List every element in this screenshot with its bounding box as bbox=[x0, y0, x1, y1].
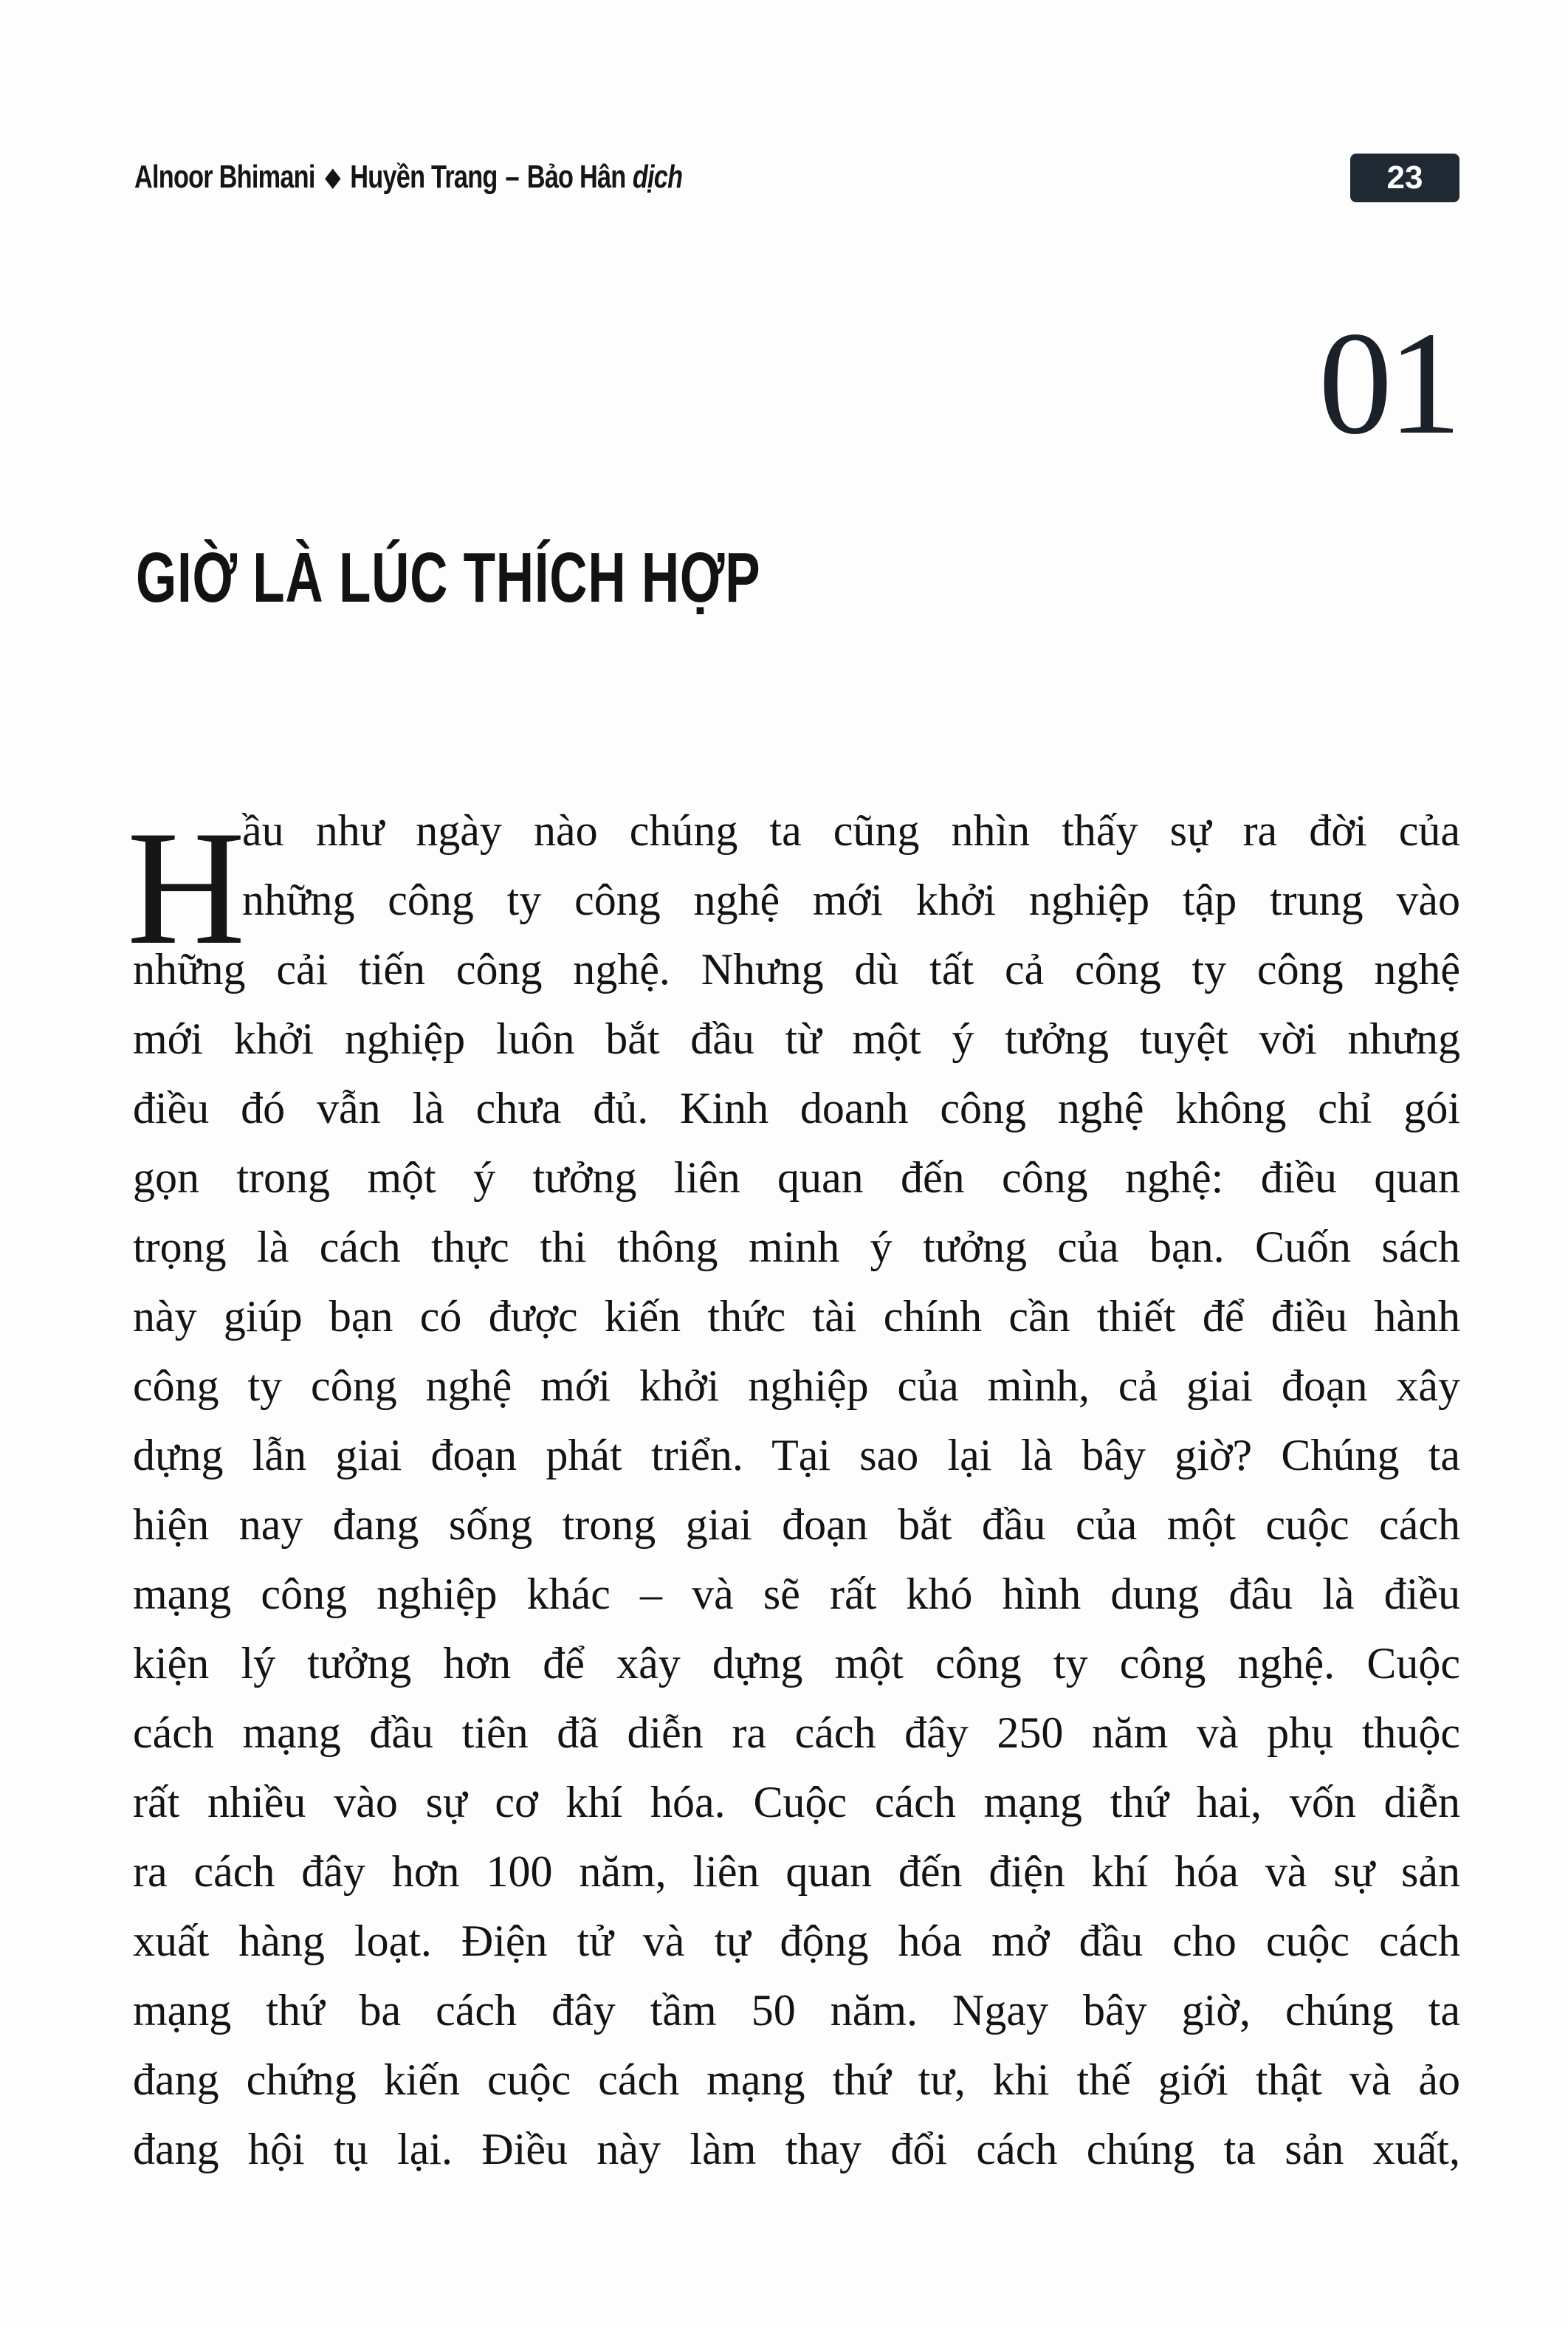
body-line: này giúp bạn có được kiến thức tài chính cần thiết để điều hành bbox=[133, 1292, 1460, 1341]
body-line: dựng lẫn giai đoạn phát triển. Tại sao lại là bây giờ? Chúng ta bbox=[133, 1431, 1460, 1479]
chapter-number: 01 bbox=[1318, 302, 1457, 465]
body-line: trọng là cách thực thi thông minh ý tưởng của bạn. Cuốn sách bbox=[133, 1223, 1460, 1271]
body-line: cách mạng đầu tiên đã diễn ra cách đây 250 năm và phụ thuộc bbox=[133, 1708, 1460, 1757]
chapter-title: GIỜ LÀ LÚC THÍCH HỢP bbox=[136, 538, 761, 617]
body-line: đang chứng kiến cuộc cách mạng thứ tư, khi thế giới thật và ảo bbox=[133, 2055, 1460, 2104]
body-line: ra cách đây hơn 100 năm, liên quan đến điện khí hóa và sự sản bbox=[133, 1847, 1460, 1896]
translator-name-2: Bảo Hân bbox=[526, 159, 626, 195]
body-line: kiện lý tưởng hơn để xây dựng một công ty công nghệ. Cuộc bbox=[133, 1639, 1460, 1688]
body-line: điều đó vẫn là chưa đủ. Kinh doanh công nghệ không chỉ gói bbox=[133, 1084, 1460, 1132]
body-text bbox=[127, 796, 1460, 2184]
running-header bbox=[134, 151, 682, 203]
body-line: đang hội tụ lại. Điều này làm thay đổi cách chúng ta sản xuất, bbox=[133, 2125, 1460, 2173]
body-line: hiện nay đang sống trong giai đoạn bắt đầu của một cuộc cách bbox=[133, 1500, 1460, 1549]
drop-cap: H bbox=[127, 797, 246, 979]
body-line: ầu như ngày nào chúng ta cũng nhìn thấy sự ra đời của bbox=[242, 806, 1460, 855]
body-line: mạng thứ ba cách đây tầm 50 năm. Ngay bây giờ, chúng ta bbox=[133, 1986, 1460, 2035]
diamond-icon: ◆ bbox=[325, 163, 340, 191]
body-line: công ty công nghệ mới khởi nghiệp của mình, cả giai đoạn xây bbox=[133, 1361, 1460, 1410]
translator-dash: – bbox=[505, 159, 519, 195]
body-line: gọn trong một ý tưởng liên quan đến công nghệ: điều quan bbox=[133, 1153, 1460, 1202]
body-line: xuất hàng loạt. Điện tử và tự động hóa mở đầu cho cuộc cách bbox=[133, 1917, 1460, 1965]
body-line: những công ty công nghệ mới khởi nghiệp tập trung vào bbox=[242, 876, 1460, 924]
translator-name-1: Huyền Trang bbox=[350, 159, 498, 195]
author-name: Alnoor Bhimani bbox=[134, 159, 315, 195]
body-line: mạng công nghiệp khác – và sẽ rất khó hình dung đâu là điều bbox=[133, 1570, 1460, 1618]
translator-role: dịch bbox=[632, 159, 683, 195]
body-line: mới khởi nghiệp luôn bắt đầu từ một ý tưởng tuyệt vời nhưng bbox=[133, 1014, 1460, 1063]
page-number-badge bbox=[1350, 154, 1459, 202]
page-number: 23 bbox=[1386, 159, 1423, 196]
body-line: những cải tiến công nghệ. Nhưng dù tất cả công ty công nghệ bbox=[133, 945, 1460, 994]
body-line: rất nhiều vào sự cơ khí hóa. Cuộc cách mạng thứ hai, vốn diễn bbox=[133, 1778, 1460, 1826]
